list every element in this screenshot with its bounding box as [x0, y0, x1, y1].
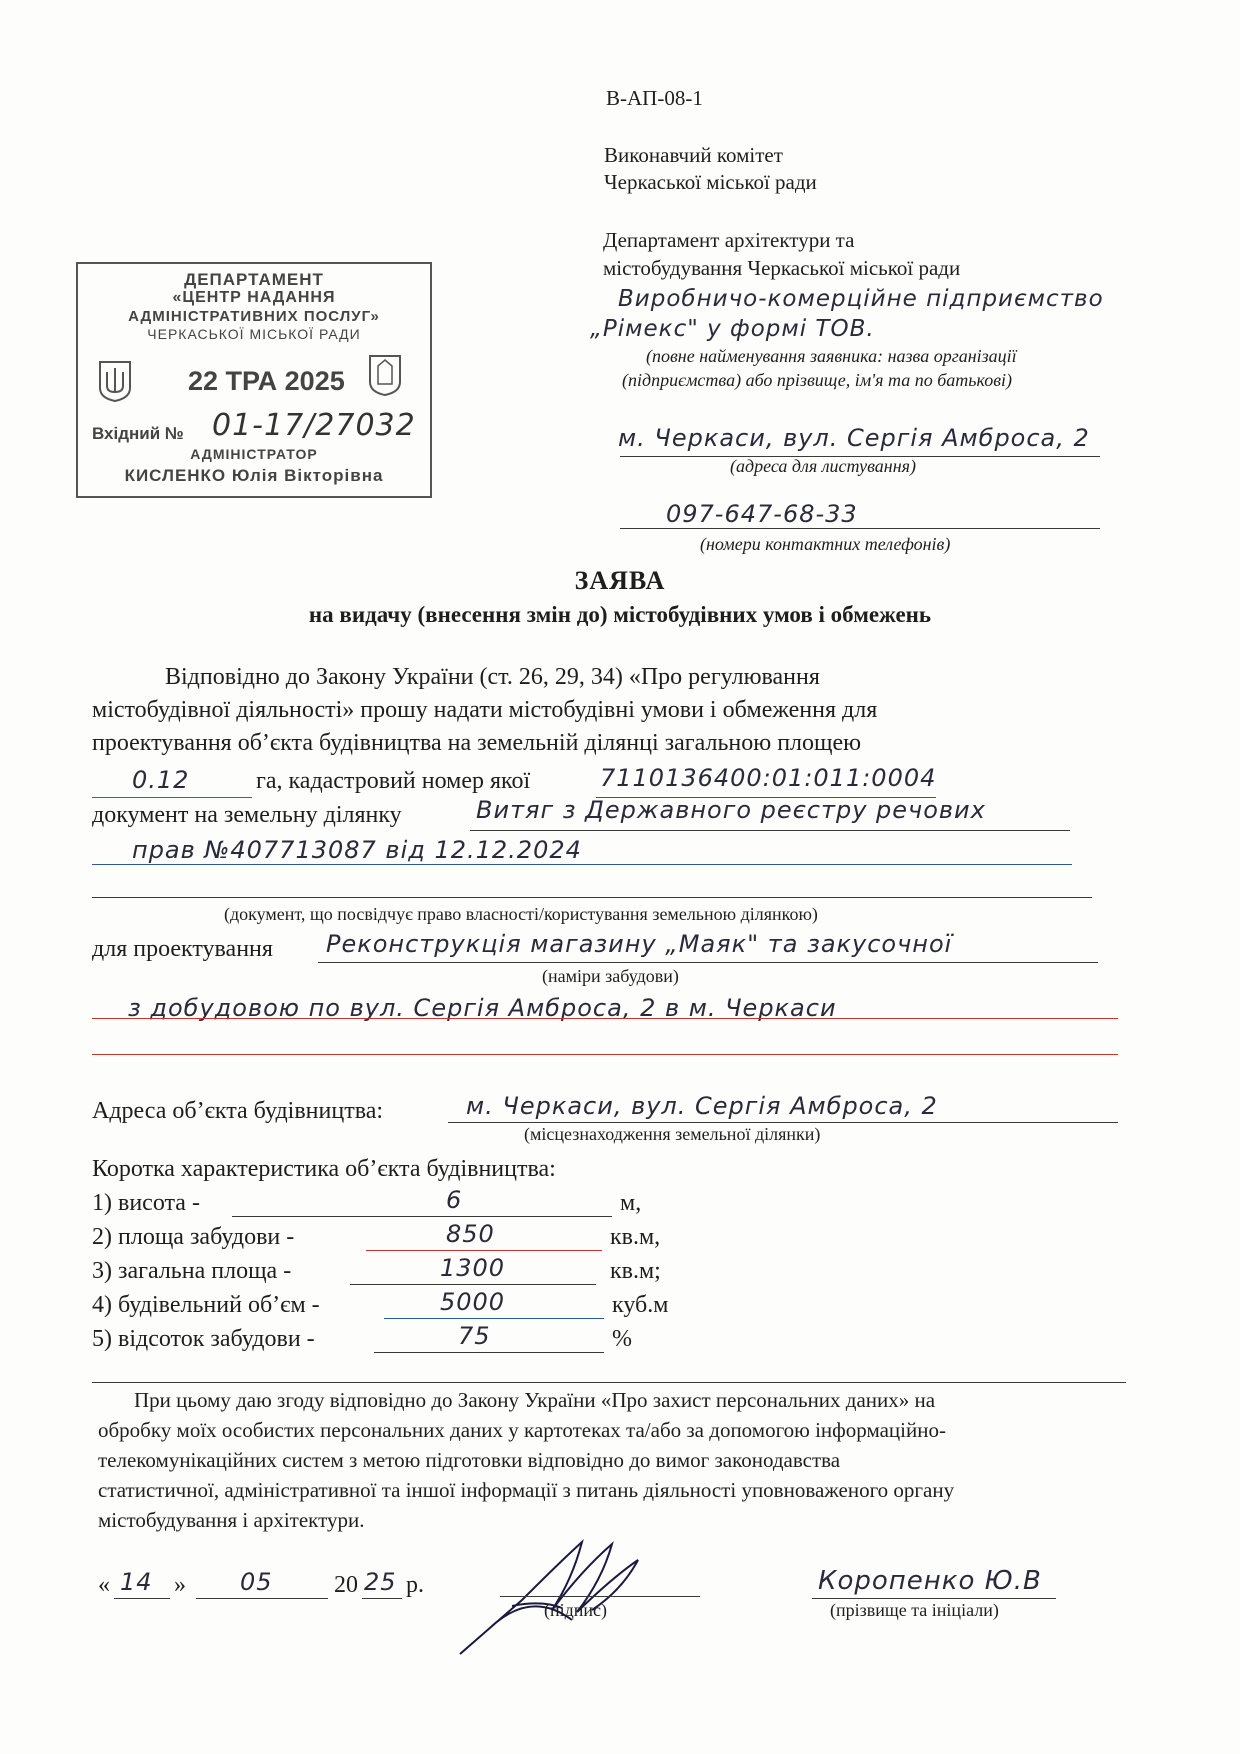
- design-label: для проектування: [92, 936, 273, 962]
- char-4-rule: [384, 1318, 604, 1319]
- addressee-line3: Департамент архітектури та: [603, 228, 855, 252]
- doc-rule-2: [92, 864, 1072, 865]
- design-value-2: з добудовою по вул. Сергія Амброса, 2 в м. Черкаси: [128, 994, 837, 1022]
- object-address-rule: [448, 1122, 1118, 1123]
- doc-label: документ на земельну ділянку: [92, 802, 402, 828]
- area-rule: [92, 797, 252, 798]
- addressee-line2: Черкаської міської ради: [604, 170, 817, 194]
- consent-line1: При цьому даю згоду відповідно до Закону України «Про захист персональних даних» на: [134, 1388, 936, 1412]
- char-2-value: 850: [446, 1220, 495, 1248]
- applicant-phone: 097-647-68-33: [666, 500, 858, 528]
- design-rule-1: [318, 962, 1098, 963]
- char-3-label: 3) загальна площа -: [92, 1258, 292, 1284]
- document-subtitle: на видачу (внесення змін до) містобудівних умов і обмежень: [308, 602, 932, 627]
- applicant-phone-hint: (номери контактних телефонів): [700, 534, 951, 554]
- body-line2: містобудівної діяльності» прошу надати містобудівні умови і обмеження для: [92, 697, 878, 723]
- signer-name-hint: (прізвище та ініціали): [830, 1600, 999, 1620]
- signature-rule: [500, 1596, 700, 1597]
- area-value: 0.12: [132, 766, 190, 794]
- form-code: В-АП-08-1: [606, 86, 703, 110]
- date-day: 14: [120, 1568, 153, 1596]
- addressee-line1: Виконавчий комітет: [604, 143, 783, 167]
- stamp-line3: АДМІНІСТРАТИВНИХ ПОСЛУГ»: [128, 308, 380, 325]
- char-4-value: 5000: [440, 1288, 506, 1316]
- applicant-name-hint2: (підприємства) або прізвище, ім'я та по батькові): [622, 370, 1012, 390]
- applicant-name-line2: „Рімекс" у формі ТОВ.: [590, 316, 875, 342]
- date-month: 05: [240, 1568, 273, 1596]
- design-hint: (наміри забудови): [542, 966, 679, 986]
- char-2-label: 2) площа забудови -: [92, 1224, 295, 1250]
- addressee-line4: містобудування Черкаської міської ради: [603, 256, 961, 280]
- char-3-value: 1300: [440, 1254, 506, 1282]
- body-line1: Відповідно до Закону України (ст. 26, 29, 34) «Про регулювання: [165, 664, 820, 690]
- applicant-address: м. Черкаси, вул. Сергія Амброса, 2: [618, 424, 1090, 452]
- signature-hint: (підпис): [544, 1600, 608, 1620]
- applicant-address-hint: (адреса для листування): [730, 456, 916, 476]
- doc-rule-3: [92, 897, 1092, 898]
- area-label: га, кадастровий номер якої: [256, 768, 531, 794]
- phone-rule: [620, 528, 1100, 529]
- object-address-label: Адреса об’єкта будівництва:: [92, 1098, 384, 1124]
- char-1-value: 6: [446, 1186, 463, 1214]
- stamp-line2: «ЦЕНТР НАДАННЯ: [172, 289, 336, 306]
- char-3-unit: кв.м;: [610, 1258, 661, 1284]
- date-month-rule: [196, 1598, 328, 1599]
- stamp-incoming-label: Вхідний №: [92, 424, 184, 443]
- doc-value-1: Витяг з Державного реєстру речових: [476, 796, 986, 824]
- char-5-label: 5) відсоток забудови -: [92, 1326, 315, 1352]
- object-address-value: м. Черкаси, вул. Сергія Амброса, 2: [466, 1092, 938, 1120]
- document-title: ЗАЯВА: [574, 566, 666, 595]
- doc-value-2: прав №407713087 від 12.12.2024: [132, 836, 582, 864]
- signature-image: [452, 1530, 672, 1660]
- char-2-rule: [366, 1250, 602, 1251]
- applicant-name-line1: Виробничо-комерційне підприємство: [618, 286, 1104, 312]
- design-value-1: Реконструкція магазину „Маяк" та закусочної: [326, 930, 953, 958]
- registration-stamp: [76, 262, 432, 498]
- design-rule-2: [92, 1018, 1118, 1019]
- date-quote-open: «: [98, 1572, 110, 1598]
- stamp-date: 22 ТРА 2025: [188, 366, 345, 396]
- trident-emblem-icon: [98, 360, 132, 402]
- stamp-person: КИСЛЕНКО Юлія Вікторівна: [124, 466, 384, 485]
- consent-line5: містобудування і архітектури.: [98, 1508, 365, 1532]
- date-year-r: р.: [406, 1572, 424, 1598]
- consent-line4: статистичної, адміністративної та іншої інформації з питань діяльності уповноваженого органу: [98, 1478, 955, 1502]
- section-divider: [92, 1382, 1126, 1383]
- date-year-suffix: 25: [364, 1568, 397, 1596]
- char-5-value: 75: [458, 1322, 491, 1350]
- consent-line3: телекомунікаційних систем з метою підготовки відповідно до вимог законодавства: [98, 1448, 841, 1472]
- char-1-rule: [232, 1216, 612, 1217]
- char-2-unit: кв.м,: [610, 1224, 661, 1250]
- address-rule: [620, 456, 1100, 457]
- city-emblem-icon: [368, 354, 402, 396]
- stamp-line4: ЧЕРКАСЬКОЇ МІСЬКОЇ РАДИ: [147, 326, 361, 342]
- doc-hint: (документ, що посвідчує право власності/користування земельною ділянкою): [224, 904, 818, 924]
- characteristics-label: Коротка характеристика об’єкта будівництва:: [92, 1156, 556, 1182]
- char-1-unit: м,: [620, 1190, 642, 1216]
- char-3-rule: [350, 1284, 596, 1285]
- char-5-rule: [374, 1352, 604, 1353]
- design-rule-3: [92, 1054, 1118, 1055]
- stamp-incoming-number: 01-17/27032: [212, 408, 416, 443]
- date-year-prefix: 20: [334, 1572, 358, 1598]
- char-4-label: 4) будівельний об’єм -: [92, 1292, 320, 1318]
- signer-name: Коропенко Ю.В: [818, 1566, 1042, 1596]
- doc-rule-1: [470, 830, 1070, 831]
- applicant-name-hint1: (повне найменування заявника: назва організації: [646, 346, 1017, 366]
- date-quote-close: »: [174, 1572, 186, 1598]
- date-year-rule: [362, 1598, 402, 1599]
- stamp-line1: ДЕПАРТАМЕНТ: [184, 270, 324, 289]
- body-line3: проектування об’єкта будівництва на земельній ділянці загальною площею: [92, 730, 862, 756]
- char-5-unit: %: [612, 1326, 632, 1352]
- date-day-rule: [114, 1598, 170, 1599]
- cadastral-number: 7110136400:01:011:0004: [600, 764, 937, 792]
- char-4-unit: куб.м: [612, 1292, 669, 1318]
- object-address-hint: (місцезнаходження земельної ділянки): [524, 1124, 821, 1144]
- stamp-role: АДМІНІСТРАТОР: [190, 446, 318, 462]
- consent-line2: обробку моїх особистих персональних даних у картотеках та/або за допомогою інформаційно-: [98, 1418, 946, 1442]
- char-1-label: 1) висота -: [92, 1190, 200, 1216]
- signer-name-rule: [812, 1598, 1056, 1599]
